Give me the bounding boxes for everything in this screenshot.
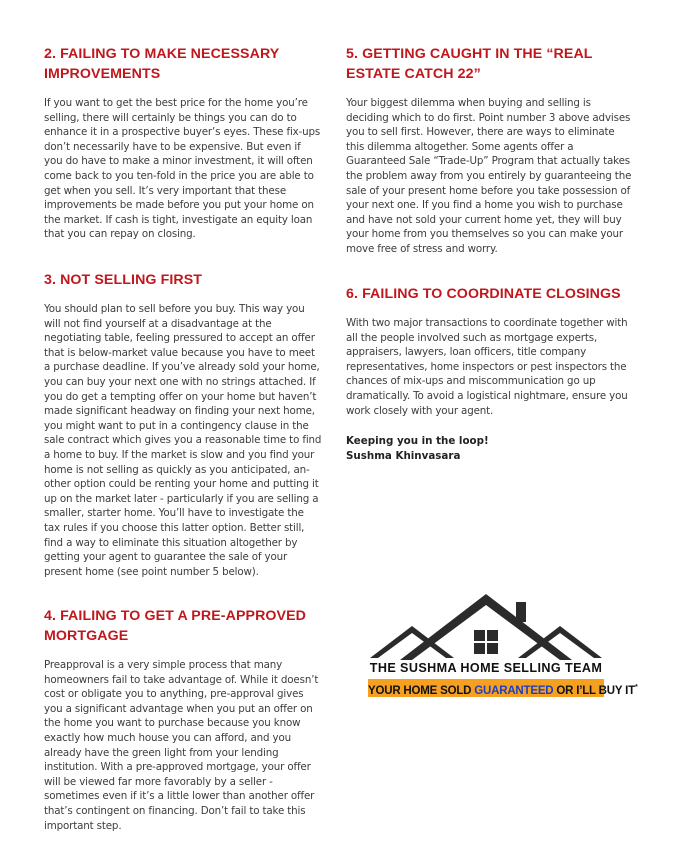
section-heading: 5. GETTING CAUGHT IN THE “REAL ESTATE CATCH 22” bbox=[346, 46, 593, 82]
signoff-greeting: Keeping you in the loop! bbox=[346, 435, 489, 447]
signoff bbox=[346, 434, 489, 464]
banner-mark: * bbox=[634, 684, 638, 691]
section-body: Your biggest dilemma when buying and selling is deciding which to do first. Point number 3 above advises you to sell first. However, there are ways to eliminate this dilemma altogether. Some agents offer a Guaranteed Sale “Trade-Up” Program that actually takes the problem away from you entirely by guaranteeing the sale of your present home before you take possession of your next one. If you find a home you wish to purchase and have not sold your current home yet, they will buy your home from you themselves so you can make your move free of stress and worry. bbox=[346, 97, 632, 255]
section-coordinate-closings bbox=[346, 284, 632, 418]
section-body: If you want to get the best price for the home you’re selling, there will certainly be things you can do to enhance it in a prospective buyer’s eyes. These fix-ups don’t necessarily have to be expensive. But even if you do have to make a minor investment, it will often come back to you ten-fold in the price you are able to get when you sell. It’s very important that these improvements be made before you put your home on the market. If cash is tight, investigate an equity loan that you can repay on closing. bbox=[44, 97, 321, 241]
house-roofline-icon bbox=[366, 588, 606, 662]
banner-text-post: OR I’LL BUY IT bbox=[553, 684, 635, 697]
section-heading: 6. FAILING TO COORDINATE CLOSINGS bbox=[346, 286, 621, 302]
section-body: You should plan to sell before you buy. This way you will not find yourself at a disadvantage at the negotiating table, feeling pressured to accept an offer that is below-market value because you have to meet a purchase deadline. If you’ve already sold your home, you can buy your next one with no strings attached. If you do get a tempting offer on your home but haven’t made significant headway on finding your next home, you might want to put in a contingency clause in the sale contract which gives you a reasonable time to find a home to buy. If the market is slow and you find your home is not selling as quickly as you anticipated, an-other option could be renting your home and putting it up on the market later - particularly if you are selling a smaller, starter home. You’ll have to investigate the tax rules if you choose this latter option. Better still, find a way to eliminate this situation altogether by getting your agent to guarantee the sale of your present home (see point number 5 below). bbox=[44, 303, 322, 578]
section-selling-first bbox=[44, 270, 322, 579]
section-heading: 4. FAILING TO GET A PRE-APPROVED MORTGAGE bbox=[44, 608, 307, 644]
section-heading: 2. FAILING TO MAKE NECESSARY IMPROVEMENTS bbox=[44, 46, 280, 82]
logo-guarantee-banner bbox=[368, 679, 638, 697]
section-pre-approved-mortgage bbox=[44, 606, 322, 833]
signoff-signature: Sushma Khinvasara bbox=[346, 450, 461, 462]
banner-text-pre: YOUR HOME SOLD bbox=[368, 684, 475, 697]
section-catch-22 bbox=[346, 44, 632, 257]
logo-team-name: THE SUSHMA HOME SELLING TEAM bbox=[369, 661, 603, 675]
section-body: Preapproval is a very simple process that many homeowners fail to take advantage of. While it doesn’t cost or obligate you to anything, pre-approval gives you a significant advantage when you put an offer on the home you want to purchase because you know exactly how much house you can afford, and you already have the green light from your lending institution. With a pre-approved mortgage, your offer will be viewed far more favorably by a seller - sometimes even if it’s a little lower than another offer that’s contingent on financing. Don’t fail to take this important step. bbox=[44, 659, 319, 832]
section-improvements bbox=[44, 44, 322, 242]
section-heading: 3. NOT SELLING FIRST bbox=[44, 272, 203, 288]
section-body: With two major transactions to coordinate together with all the people involved such as mortgage experts, appraisers, lawyers, loan officers, title company representatives, home inspectors or pest inspectors the chances of mix-ups and miscommunication go up dramatically. To avoid a logistical nightmare, ensure you work closely with your agent. bbox=[346, 317, 628, 417]
team-logo bbox=[366, 588, 638, 703]
banner-text-highlight: GUARANTEED bbox=[474, 684, 554, 697]
